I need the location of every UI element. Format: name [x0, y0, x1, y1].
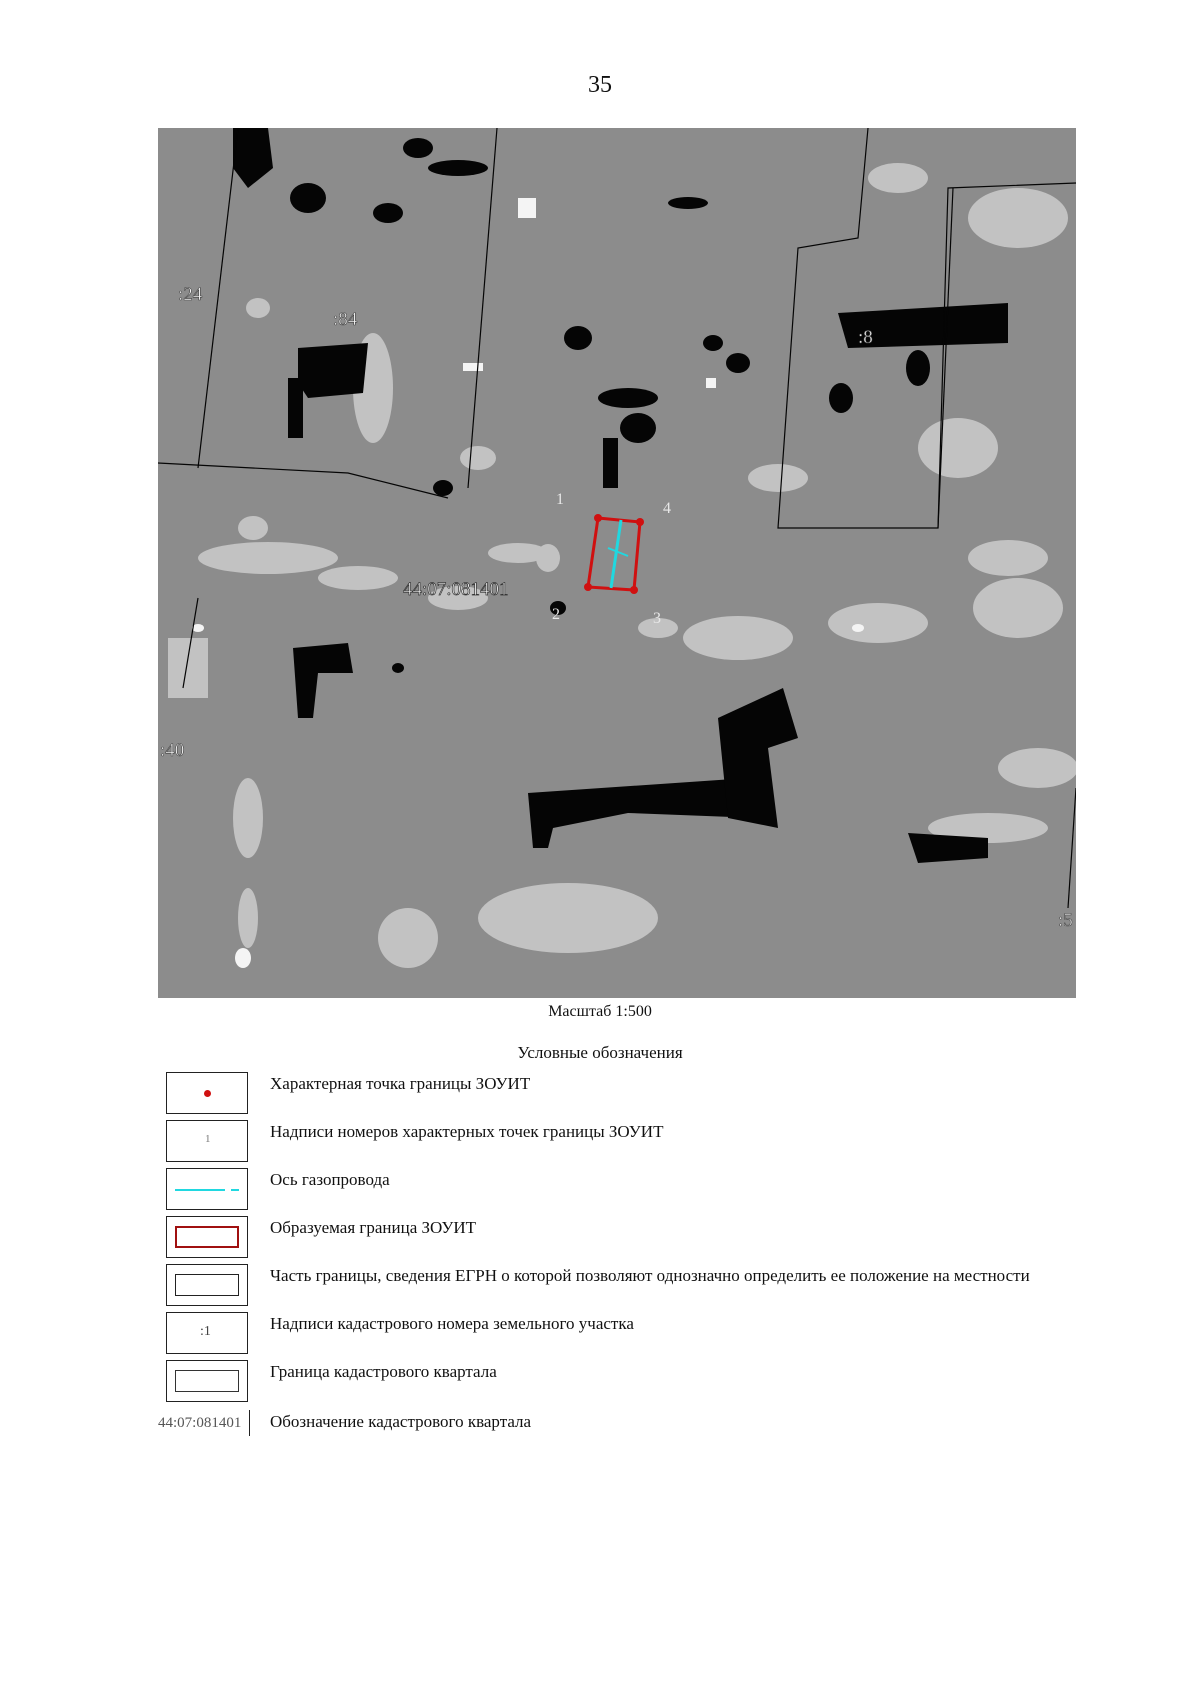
- legend-title: Условные обозначения: [517, 1043, 683, 1062]
- quarter-rect-icon: [175, 1370, 239, 1392]
- red-point-icon: [204, 1090, 211, 1097]
- parcel-label: :84: [333, 309, 358, 330]
- gas-axis-icon: [175, 1189, 225, 1191]
- point-label: 1: [556, 491, 564, 508]
- legend-label: Ось газопровода: [270, 1170, 390, 1189]
- legend-label: Характерная точка границы ЗОУИТ: [270, 1074, 531, 1093]
- point-label: 4: [663, 500, 671, 517]
- black-rect-icon: [175, 1274, 239, 1296]
- quarter-label: 44:07:081401: [403, 579, 509, 600]
- legend-label: Обозначение кадастрового квартала: [270, 1412, 532, 1431]
- page-number: 35: [588, 72, 612, 98]
- legend-symbol-box: [166, 1168, 248, 1210]
- legend-label: Образуемая граница ЗОУИТ: [270, 1218, 477, 1237]
- map-scale: Масштаб 1:500: [548, 1003, 652, 1020]
- point-number-sample: 1: [205, 1133, 211, 1145]
- parcel-label: :8: [858, 327, 873, 348]
- point-label: 2: [552, 606, 560, 623]
- legend-symbol-box: [166, 1120, 248, 1162]
- parcel-number-sample: :1: [200, 1324, 211, 1339]
- quarter-code-sample: 44:07:081401: [158, 1410, 250, 1436]
- map-canvas: [158, 128, 1076, 998]
- legend-label: Часть границы, сведения ЕГРН о которой позволяют однозначно определить ее положение на местности: [270, 1266, 1030, 1285]
- point-label: 3: [653, 610, 661, 627]
- parcel-label: :24: [178, 284, 203, 305]
- legend-symbol-box: [166, 1072, 248, 1114]
- legend-label: Надписи кадастрового номера земельного участка: [270, 1314, 634, 1333]
- legend-label: Граница кадастрового квартала: [270, 1362, 497, 1381]
- legend-symbol-box: [166, 1312, 248, 1354]
- parcel-label: :5: [1058, 910, 1073, 931]
- legend-label: Надписи номеров характерных точек границы ЗОУИТ: [270, 1122, 664, 1141]
- legend-symbol-box: [166, 1264, 248, 1306]
- legend-symbol-box: [166, 1360, 248, 1402]
- red-rect-icon: [175, 1226, 239, 1248]
- parcel-label: :40: [160, 740, 185, 761]
- cadastral-map: [158, 128, 1076, 998]
- gas-axis-dash-icon: [231, 1189, 239, 1191]
- legend-symbol-box: [166, 1216, 248, 1258]
